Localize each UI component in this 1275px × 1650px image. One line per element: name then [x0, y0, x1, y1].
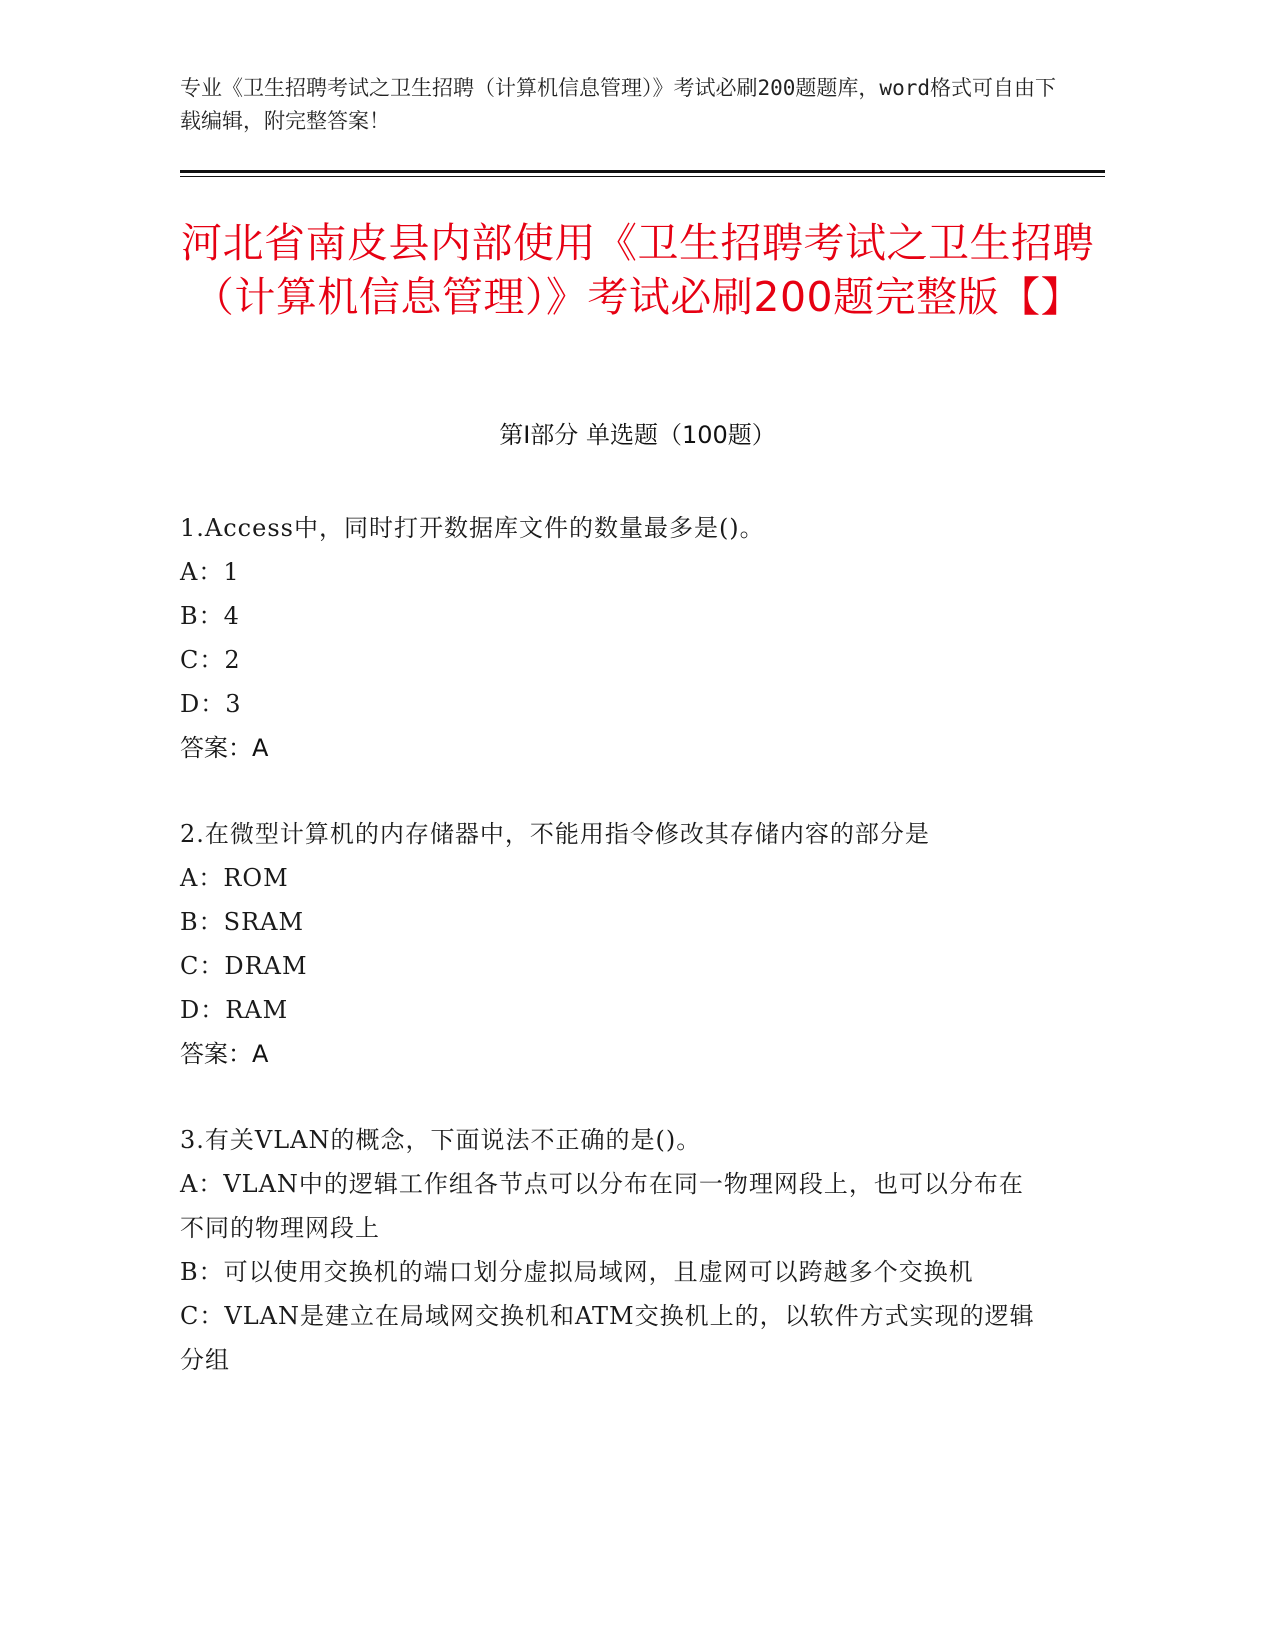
question-stem: 3.有关VLAN的概念，下面说法不正确的是()。	[180, 1126, 702, 1154]
option-b: B：可以使用交换机的端口划分虚拟局域网，且虚网可以跨越多个交换机	[180, 1258, 974, 1286]
question-1	[180, 506, 1040, 770]
header-divider	[180, 170, 1105, 177]
option-c: C：2	[180, 646, 241, 674]
option-b: B：4	[180, 602, 240, 630]
option-d: D：3	[180, 690, 242, 718]
option-c: C：VLAN是建立在局域网交换机和ATM交换机上的，以软件方式实现的逻辑分组	[180, 1302, 1035, 1374]
header-note: 专业《卫生招聘考试之卫生招聘（计算机信息管理）》考试必刷200题题库，word格式可自由下载编辑，附完整答案！	[180, 76, 1056, 133]
question-stem: 2.在微型计算机的内存储器中，不能用指令修改其存储内容的部分是	[180, 820, 930, 848]
section-heading: 第I部分 单选题（100题）	[499, 421, 776, 449]
option-a: A：1	[180, 558, 240, 586]
option-b: B：SRAM	[180, 908, 305, 936]
document-title: 河北省南皮县内部使用《卫生招聘考试之卫生招聘（计算机信息管理）》考试必刷200题完整版【】	[181, 219, 1094, 321]
question-2	[180, 812, 1040, 1076]
option-c: C：DRAM	[180, 952, 308, 980]
answer-key: 答案：A	[180, 1040, 269, 1068]
question-stem: 1.Access中，同时打开数据库文件的数量最多是()。	[180, 514, 765, 542]
question-3	[180, 1118, 1040, 1382]
answer-key: 答案：A	[180, 734, 269, 762]
option-a: A：ROM	[180, 864, 289, 892]
option-a: A：VLAN中的逻辑工作组各节点可以分布在同一物理网段上，也可以分布在不同的物理网段上	[180, 1170, 1024, 1242]
question-list	[180, 506, 1040, 1424]
option-d: D：RAM	[180, 996, 289, 1024]
